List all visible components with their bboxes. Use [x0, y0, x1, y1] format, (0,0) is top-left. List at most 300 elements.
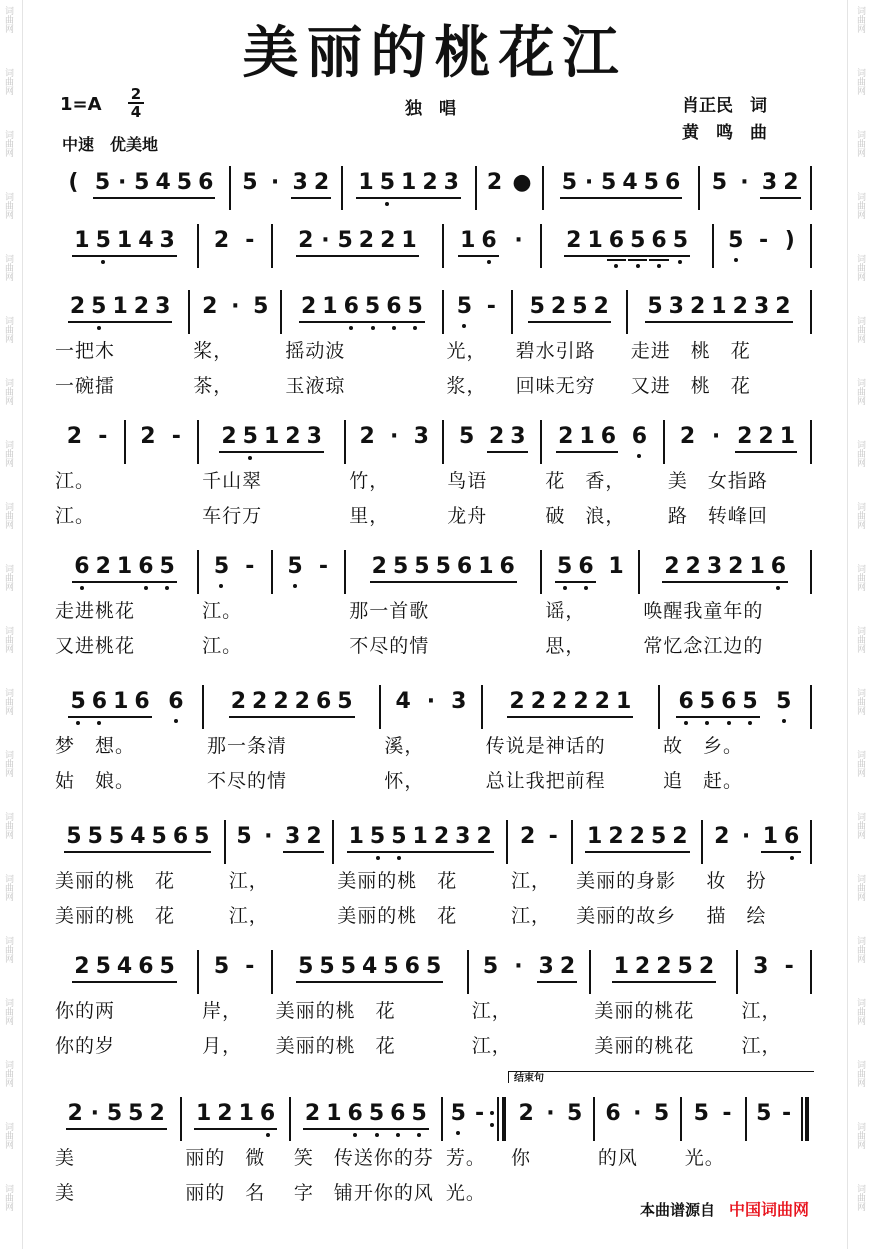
low-octave-dot	[293, 584, 297, 588]
note	[452, 824, 473, 850]
watermark-text: 词曲网	[3, 1184, 13, 1211]
watermark-text: 词曲网	[3, 998, 13, 1025]
note-symbol: 5	[159, 954, 175, 979]
note-symbol: 2	[359, 424, 375, 449]
low-octave-dot	[174, 719, 178, 723]
note	[411, 424, 432, 450]
lyric-verse-2: 龙舟	[447, 505, 488, 527]
lyric-verse-1: 摇动波	[285, 340, 346, 362]
note	[441, 170, 462, 196]
lyric-verse-2: 茶，	[193, 375, 234, 397]
note-symbol: 2	[66, 424, 83, 449]
measure	[199, 550, 273, 664]
note	[536, 954, 557, 980]
note	[773, 689, 794, 715]
note-symbol: 5	[194, 824, 210, 849]
measure-notes	[52, 290, 190, 334]
note-symbol: 5	[364, 294, 381, 319]
note	[675, 954, 696, 980]
note-symbol: 2	[550, 294, 567, 319]
note	[780, 954, 798, 980]
note	[760, 824, 781, 850]
note	[191, 824, 212, 850]
note-symbol: 2	[217, 1101, 233, 1126]
measure-notes	[126, 420, 200, 464]
beam-group	[734, 424, 798, 450]
note-symbol: 6	[386, 294, 402, 319]
measure-notes	[182, 1097, 291, 1141]
note	[509, 954, 527, 980]
lyric-verse-1	[273, 594, 347, 629]
note	[380, 954, 401, 980]
watermark-text: 词曲网	[855, 254, 865, 281]
note-symbol: 2	[559, 954, 576, 979]
note-symbol: 2	[133, 294, 150, 319]
lyric-verse-1: 竹，	[349, 470, 390, 492]
note	[755, 228, 773, 254]
measure	[595, 1097, 682, 1211]
measure-notes	[443, 1097, 508, 1141]
note	[707, 424, 725, 450]
measure	[628, 290, 812, 404]
beam-group	[302, 1101, 430, 1127]
beam-group	[760, 824, 803, 850]
note-symbol: 3	[155, 294, 171, 319]
measure	[542, 550, 640, 664]
measure	[199, 950, 273, 1064]
note-symbol: 2	[552, 689, 568, 714]
beam-group	[559, 170, 684, 196]
note	[628, 1101, 646, 1127]
repeat-dot	[490, 1111, 494, 1115]
low-octave-dot	[144, 586, 148, 590]
note-symbol: 2	[728, 554, 744, 579]
lyric-verse-1: 江，	[511, 870, 552, 892]
note-symbol: 2	[380, 228, 396, 253]
note-symbol: ·	[390, 424, 399, 449]
lyric-verse-2: 总让我把前程	[485, 770, 606, 792]
note-symbol: 5	[572, 294, 588, 319]
lyric-verse-1	[126, 464, 200, 499]
composer-credit: 黄 鸣 曲	[682, 123, 767, 143]
note-symbol: 1	[613, 954, 629, 979]
measure-notes	[273, 950, 469, 994]
beam-group	[290, 170, 333, 196]
low-octave-dot	[705, 721, 709, 725]
note	[266, 170, 284, 196]
note	[211, 554, 232, 580]
note	[170, 824, 191, 850]
note-symbol: 1	[615, 689, 632, 714]
footer-site: 中国词曲网	[729, 1200, 810, 1219]
note-symbol: 3	[159, 228, 175, 253]
note-symbol: 1	[348, 824, 364, 849]
measure-notes	[190, 290, 282, 334]
note-symbol: 2	[783, 170, 799, 195]
note	[67, 294, 88, 320]
note-symbol: 6	[390, 1101, 406, 1126]
note-symbol: 3	[451, 689, 467, 714]
note-symbol: 5	[383, 954, 399, 979]
note	[92, 170, 113, 196]
measure-notes	[660, 685, 812, 729]
note	[410, 824, 431, 850]
measure	[542, 420, 665, 534]
lyric-verse-1: 一把木	[55, 340, 116, 362]
note-symbol: 2	[273, 689, 289, 714]
note	[366, 1101, 387, 1127]
watermark-text: 词曲网	[3, 502, 13, 529]
note	[146, 1101, 167, 1127]
note	[214, 1101, 235, 1127]
note	[454, 554, 475, 580]
note-symbol: 5	[70, 689, 86, 714]
score-row	[52, 685, 812, 799]
note	[261, 424, 282, 450]
note-symbol: 2	[530, 689, 546, 714]
measure-notes	[483, 685, 660, 729]
note	[592, 689, 613, 715]
watermark-text: 词曲网	[855, 316, 865, 343]
lyric-verse-1: 故 乡。	[662, 735, 743, 757]
note-symbol: 2	[140, 424, 156, 449]
note-symbol: 2	[67, 1101, 83, 1126]
low-octave-dot	[353, 1133, 357, 1137]
lyric-verse-1: 美丽的桃 花	[275, 1000, 396, 1022]
note-symbol: 2	[252, 689, 268, 714]
note-symbol: 5	[414, 554, 430, 579]
lyric-verse-1: 江，	[471, 1000, 512, 1022]
note-symbol: 2	[558, 424, 574, 449]
note	[93, 554, 114, 580]
note	[683, 554, 704, 580]
sixteenth-beam	[649, 259, 668, 261]
note	[516, 1101, 537, 1127]
note	[239, 170, 260, 196]
note-symbol: 5	[647, 294, 663, 319]
note-symbol: 1	[326, 1101, 342, 1126]
lyric-verse-2: 江，	[741, 1035, 782, 1057]
low-octave-dot	[101, 260, 105, 264]
watermark-text: 词曲网	[3, 378, 13, 405]
note-symbol: 5	[368, 1101, 385, 1126]
repeat-dot	[490, 1123, 494, 1127]
note-symbol: 6	[600, 424, 617, 449]
note-symbol: 2	[679, 424, 696, 449]
measure	[544, 166, 700, 210]
note	[303, 824, 324, 850]
lyric-verse-2: 光。	[445, 1182, 486, 1204]
note	[114, 554, 135, 580]
key-signature: 1=A	[60, 94, 102, 115]
lyric-verse-1: 美丽的桃 花	[337, 870, 458, 892]
note	[471, 1101, 489, 1127]
note	[298, 294, 319, 320]
lyric-verse-1: 美丽的桃 花	[55, 870, 176, 892]
note	[88, 294, 109, 320]
time-signature	[128, 86, 144, 120]
note	[527, 294, 548, 320]
note	[131, 170, 152, 196]
measure-notes	[444, 224, 542, 268]
measure	[508, 820, 573, 934]
note	[402, 954, 423, 980]
note-symbol: 5	[87, 824, 103, 849]
note-symbol: -	[245, 228, 255, 253]
beam-group	[644, 294, 793, 320]
note	[393, 689, 414, 715]
note	[157, 228, 178, 254]
lyric-verse-2: 美丽的桃 花	[337, 905, 458, 927]
note-symbol: 2	[74, 954, 90, 979]
note-symbol: 2	[306, 824, 322, 849]
watermark-text: 词曲网	[3, 192, 13, 219]
low-octave-dot	[748, 721, 752, 725]
note	[677, 424, 698, 450]
note	[598, 424, 619, 450]
note	[110, 689, 131, 715]
note	[383, 294, 404, 320]
measure	[508, 1073, 595, 1211]
note	[311, 170, 332, 196]
lyric-verse-2: 江。	[55, 505, 96, 527]
note	[367, 824, 388, 850]
note-symbol: 2	[689, 294, 706, 319]
measure	[703, 820, 812, 934]
lyric-verse-2: 浆，	[446, 375, 487, 397]
note-symbol: 4	[138, 228, 154, 253]
note	[377, 228, 398, 254]
note	[85, 824, 106, 850]
final-barline	[799, 1097, 809, 1141]
note	[718, 689, 739, 715]
note	[781, 824, 802, 850]
beam-group	[457, 228, 500, 254]
measure	[738, 950, 812, 1064]
note-symbol: 2	[758, 424, 774, 449]
note	[316, 228, 334, 254]
note	[675, 689, 696, 715]
low-octave-dot	[584, 586, 588, 590]
measure-notes	[640, 550, 812, 594]
note	[563, 228, 584, 254]
note-symbol: 1	[401, 170, 417, 195]
note-symbol: 2	[358, 228, 375, 253]
measure	[226, 820, 335, 934]
measure	[573, 820, 703, 934]
measure-notes	[573, 820, 703, 864]
note-symbol: 6	[347, 1101, 363, 1126]
lyric-verse-1: 岸，	[202, 1000, 243, 1022]
note	[606, 228, 627, 254]
note-symbol: 2	[221, 424, 237, 449]
note	[584, 824, 605, 850]
measure	[52, 950, 199, 1064]
note-symbol: 1	[74, 228, 90, 253]
note-symbol: 2	[69, 294, 86, 319]
note-symbol: 2	[519, 824, 536, 849]
watermark-text: 词曲网	[855, 812, 865, 839]
note-symbol: 2	[672, 824, 688, 849]
note	[557, 954, 578, 980]
measure	[469, 950, 592, 1064]
low-octave-dot	[417, 1133, 421, 1137]
note	[507, 424, 528, 450]
measure-notes	[226, 820, 335, 864]
note	[359, 954, 380, 980]
note-symbol: 5	[672, 228, 689, 253]
note	[570, 689, 591, 715]
note-symbol: 2	[313, 170, 330, 195]
note-symbol: 5	[557, 554, 573, 579]
note	[454, 294, 475, 320]
note-symbol: 6	[770, 554, 787, 579]
lyric-verse-1: 传说是神话的	[485, 735, 606, 757]
note	[241, 554, 259, 580]
time-signature-top: 2	[128, 86, 144, 104]
note-symbol: 1	[711, 294, 727, 319]
note	[211, 228, 232, 254]
lyric-verse-1: 江，	[228, 870, 269, 892]
note-symbol: 5	[128, 1101, 144, 1126]
score-row	[52, 950, 812, 1064]
lyric-verse-2: 江，	[511, 905, 552, 927]
lyric-verse-2	[273, 629, 347, 664]
lyric-verse-2: 又进 桃 花	[630, 375, 751, 397]
lyric-verse-2: 一碗擂	[55, 375, 116, 397]
note-symbol: 2	[698, 954, 715, 979]
lyric-verse-1: 谣，	[545, 600, 586, 622]
song-title: 美丽的桃花江	[242, 20, 627, 86]
note	[385, 424, 403, 450]
note	[509, 170, 534, 196]
measure	[346, 550, 542, 664]
low-octave-dot	[637, 454, 641, 458]
note	[662, 170, 683, 196]
note-symbol: 5	[66, 824, 82, 849]
note	[448, 689, 469, 715]
low-octave-dot	[413, 326, 417, 330]
note-symbol: 3	[753, 954, 769, 979]
beam-group	[298, 294, 426, 320]
note	[259, 824, 277, 850]
note	[64, 424, 85, 450]
note-symbol: 6	[784, 824, 800, 849]
note	[480, 954, 501, 980]
note	[697, 689, 718, 715]
note	[422, 689, 440, 715]
note	[648, 824, 669, 850]
note-symbol: 2	[488, 424, 505, 449]
measure-notes	[282, 290, 443, 334]
measure-notes	[469, 950, 592, 994]
note	[236, 1101, 257, 1127]
note	[65, 1101, 86, 1127]
measure	[477, 166, 544, 210]
note-symbol: ·	[321, 228, 330, 253]
note-symbol: 2	[294, 689, 310, 714]
note-symbol: ·	[231, 294, 240, 319]
note-symbol: 2	[304, 1101, 321, 1126]
note-symbol: )	[784, 228, 795, 253]
lyric-verse-1: 桨，	[193, 340, 234, 362]
note-symbol: 1	[195, 1101, 212, 1126]
note	[387, 1101, 408, 1127]
lyric-verse-1: 那一首歌	[349, 600, 430, 622]
measure	[282, 290, 443, 404]
note	[691, 1101, 712, 1127]
note-symbol: 5	[95, 228, 111, 253]
low-octave-dot	[487, 260, 491, 264]
lyric-verse-1: 江。	[55, 470, 96, 492]
note	[341, 294, 362, 320]
lyric-verse-2: 描 绘	[706, 905, 767, 927]
beam-group	[563, 228, 691, 254]
beam-group	[295, 228, 420, 254]
measure	[199, 420, 346, 534]
watermark-text: 词曲网	[855, 1184, 865, 1211]
measure	[273, 550, 347, 664]
note	[89, 689, 110, 715]
note-symbol: 1	[263, 424, 280, 449]
measure	[640, 550, 812, 664]
low-octave-dot	[727, 721, 731, 725]
note	[106, 824, 127, 850]
note	[541, 1101, 559, 1127]
watermark-text: 词曲网	[855, 192, 865, 219]
note	[711, 824, 732, 850]
measure-notes	[199, 224, 273, 268]
measure	[443, 1097, 508, 1211]
note-symbol: 5	[561, 170, 578, 195]
note-symbol: 6	[343, 294, 359, 319]
watermark-text: 词曲网	[3, 1122, 13, 1149]
lyric-verse-1	[747, 1141, 812, 1176]
measure-notes	[714, 224, 812, 268]
note-symbol: 6	[259, 1101, 276, 1126]
note	[319, 294, 340, 320]
note	[644, 294, 665, 320]
note	[226, 294, 244, 320]
note	[104, 1101, 125, 1127]
note-symbol: 5	[677, 954, 693, 979]
note-symbol: 1	[358, 170, 374, 195]
note	[369, 554, 390, 580]
measure	[182, 1097, 291, 1211]
measure-notes	[291, 1097, 443, 1141]
lyricist-credit: 肖正民 词	[682, 96, 767, 116]
note-symbol: 5	[106, 1101, 123, 1126]
measure-notes	[665, 420, 812, 464]
measure	[204, 685, 381, 799]
watermark-text: 词曲网	[3, 130, 13, 157]
note-symbol: 2	[634, 954, 651, 979]
note	[157, 954, 178, 980]
note-symbol: 1	[779, 424, 795, 449]
note-symbol: 5	[176, 170, 193, 195]
note	[323, 1101, 344, 1127]
note-symbol: 5	[134, 170, 150, 195]
note-symbol: 2	[737, 424, 753, 449]
watermark-text: 词曲网	[855, 130, 865, 157]
beam-group	[346, 824, 495, 850]
note-symbol: 3	[443, 170, 459, 195]
note	[67, 689, 88, 715]
note-symbol: 6	[74, 554, 90, 579]
low-octave-dot	[385, 202, 389, 206]
note	[482, 294, 500, 320]
lyric-verse-1: 你的两	[55, 1000, 116, 1022]
